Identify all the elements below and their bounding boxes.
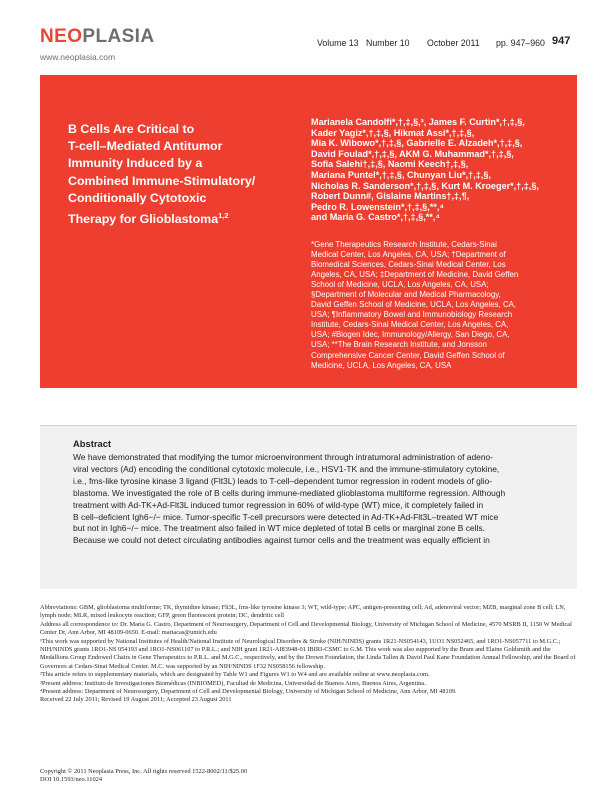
author-line: Robert Dunn#, Gislaine Martins†,‡,¶, (311, 191, 470, 202)
page-range: pp. 947–960 (496, 38, 545, 48)
author-line: Nicholas R. Sanderson*,†,‡,§, Kurt M. Kroeger*,†,‡,§, (311, 180, 539, 191)
affiliation-line: USA; **The Brain Research Institute, and Jonsson (311, 340, 487, 350)
copyright-block (40, 768, 247, 785)
author-line: Sofia Salehi†,‡,§, Naomi Keech†,‡,§, (311, 159, 469, 170)
journal-website: www.neoplasia.com (40, 52, 116, 62)
title-line: Combined Immune-Stimulatory/ (68, 173, 256, 188)
issue-number: Number 10 (366, 38, 410, 48)
affiliation-line: Medicine, UCLA, Los Angeles, CA, USA (311, 360, 452, 370)
present-address-note: ⁴Present address: Department of Neurosurgery, Department of Cell and Developmental Biology, University of Michigan School of Medicine, Ann Arbor, MI 48109. (40, 688, 457, 696)
affiliation-line: Comprehensive Cancer Center, David Geffen School of (311, 350, 505, 360)
abstract-line: We have demonstrated that modifying the tumor microenvironment through intratumoral administration of adeno- (73, 452, 494, 462)
affiliation-line: Biomedical Sciences, Cedars-Sinai Medical Center, Los (311, 260, 506, 270)
journal-logo (40, 27, 154, 47)
affiliation-line: USA; #Biogen Idec, Immunology/Allergy, San Diego, CA, (311, 330, 510, 340)
abstract-heading: Abstract (73, 438, 112, 449)
affiliation-line: Angeles, CA, USA; ‡Department of Medicine, David Geffen (311, 270, 519, 280)
abstract-line: i.e., fms-like tyrosine kinase 3 ligand (Flt3L) leads to T-cell–dependent tumor regression in rodent models of glio- (73, 475, 493, 486)
affiliation-line: David Geffen School of Medicine, UCLA, Los Angeles, CA, (311, 300, 517, 310)
abstract-line: blastoma. We investigated the role of B cells during immune-mediated glioblastoma multiforme regression. Although (73, 487, 506, 498)
abstract-line: B cell–deficient Igh6−/− mice. Tumor-specific T-cell precursors were detected in Ad-TK+Ad-Flt3L–treated WT mice (73, 511, 499, 522)
article-title (68, 121, 283, 228)
affiliation-line: §Department of Molecular and Medical Pharmacology, (311, 290, 501, 300)
author-list (311, 117, 571, 223)
title-line: B Cells Are Critical to (68, 122, 195, 136)
abstract-body (73, 452, 573, 547)
affiliation-line: School of Medicine, UCLA, Los Angeles, CA, USA; (311, 280, 489, 290)
affiliations (311, 240, 571, 371)
abstract-line: Because we could not detect circulating antibodies against tumor cells and the treatment was equally efficient in (73, 535, 490, 546)
present-address-note: ³Present address: Instituto de Investigaciones Biomédicas (INBIOMED), Facultad de Medicina, Universidad de Buenos Aires, Buenos Aires, Argentina. (40, 679, 426, 687)
author-line: Pedro R. Lowenstein*,†,‡,§,**,⁴ (311, 201, 444, 212)
logo-plasia: PLASIA (82, 26, 155, 47)
title-line-last (68, 207, 283, 228)
title-line: Therapy for Glioblastoma (68, 212, 219, 227)
abstract-line: viral vectors (Ad) encoding the conditional cytotoxic molecule, i.e., HSV1-TK and the immune-stimulatory cytokine, (73, 463, 500, 474)
doi-line: DOI 10.1593/neo.11024 (40, 776, 103, 784)
title-footnote-marker: 1,2 (218, 211, 229, 221)
title-line: Conditionally Cytotoxic (68, 190, 207, 205)
abstract-line: but not in Igh6−/− mice. The treatment also failed in WT mice depleted of total B cells or marginal zone B cells. (73, 523, 485, 534)
abbreviations-note: Abbreviations: GBM, glioblastoma multiforme; TK, thymidine kinase; Flt3L, fms-like tyrosine kinase 3; WT, wild-type; APC, antigen-presenting cell; Ad, adenoviral vector; MZB, marginal zone B cell; LN, lymph node; MLR, mixed leukocyte reaction; GFP, green fluorescent protein; DC, dendritic cell (40, 604, 566, 620)
affiliation-line: Institute, Cedars-Sinai Medical Center, Los Angeles, CA, (311, 320, 509, 330)
affiliation-line: *Gene Therapeutics Research Institute, Cedars-Sinai (311, 240, 497, 249)
author-line: Kader Yagiz*,†,‡,§, Hikmat Assi*,†,‡,§, (311, 127, 475, 138)
title-line: Immunity Induced by a (68, 156, 203, 171)
abstract-line: treatment with Ad-TK+Ad-Flt3L induced tumor regression in 60% of wild-type (WT) mice, it completely failed in (73, 499, 484, 510)
title-line: T-cell–Mediated Antitumor (68, 139, 223, 154)
affiliation-line: USA; ¶Inflammatory Bowel and Immunobiology Research (311, 310, 513, 320)
issue-date: October 2011 (427, 38, 480, 48)
affiliation-line: Medical Center, Los Angeles, CA, USA; †Department of (311, 250, 506, 260)
copyright-line: Copyright © 2011 Neoplasia Press, Inc. All rights reserved 1522-8002/11/$25.00 (40, 768, 248, 775)
supplementary-note: ²This article refers to supplementary materials, which are designated by Table W1 and Figures W1 to W4 and are available online at www.neoplasia.com. (40, 671, 430, 679)
received-dates: Received 22 July 2011; Revised 19 August 2011; Accepted 23 August 2011 (40, 696, 232, 704)
author-line: Mia K. Wibowo*,†,‡,§, Gabrielle E. Alzadeh*,†,‡,§, (311, 138, 523, 149)
page-number: 947 (552, 35, 571, 47)
footnotes (40, 604, 577, 705)
author-line: and Maria G. Castro*,†,‡,§,**,⁴ (311, 212, 440, 223)
author-line: David Foulad*,†,‡,§, AKM G. Muhammad*,†,‡,§, (311, 148, 514, 159)
volume-label: Volume 13 (317, 38, 359, 48)
correspondence-note: Address all correspondence to: Dr. Maria G. Castro, Department of Neurosurgery, Department of Cell and Developmental Biology, University of Michigan School of Medicine, 4570 MSRB II, 1150 W Medical Center Dr, Ann Arbor, MI 48109-0650. E-mail: mariacas@umich.edu (40, 620, 572, 637)
logo-neo: NEO (40, 26, 83, 47)
author-line: Marianela Candolfi*,†,‡,§,³, James F. Curtin*,†,‡,§, (311, 117, 525, 127)
author-line: Mariana Puntel*,†,‡,§, Chunyan Liu*,†,‡,§, (311, 169, 491, 180)
funding-note: ¹This work was supported by National Institutes of Health/National Institute of Neurological Disorders & Stroke (NIH/NINDS) grants 1R21-NS054143, 1UO1 NS052465, and 1RO1-NS057711 to M.G.C.; NIH/NINDS grants 1RO1-NS 054193 and 1RO1-NS061107 to P.R.L.; and NIH grant 1R21-AI83948-01 IBIRI-CSMC to G.M. This work was also supported by the Bram and Elaine Goldsmith and the Medallions Group Endowed Chairs in Gene Therapeutics to P.R.L. and M.G.C., respectively, and by the Drown Foundation, the Linda Tallen & David Paul Kane Foundation Annual Fellowship, and the Board of Governors at Cedars-Sinai Medical Center. M.C. was supported by an NIH/NINDS 1F32 NS058156 fellowship. (40, 637, 576, 670)
